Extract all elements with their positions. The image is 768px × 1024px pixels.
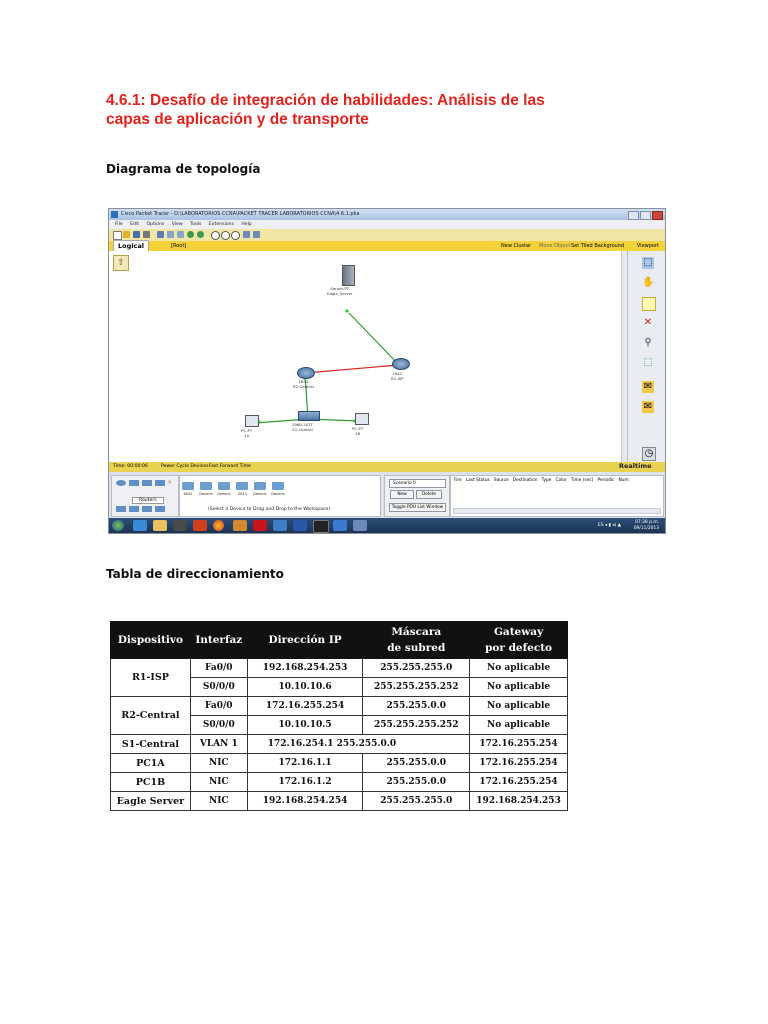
root-label: [Root] [171,243,187,249]
cell-gateway: 172.16.255.254 [470,754,568,773]
switch-category-icon[interactable] [129,480,139,486]
router-model-label: 1841 [183,492,193,496]
cell-mask: 255.255.255.252 [363,716,470,735]
activity-wizard-icon[interactable] [157,231,164,238]
zoom-reset-icon[interactable] [221,231,230,240]
multiuser-icon[interactable] [155,506,165,512]
delete-icon[interactable]: ✕ [643,317,653,328]
paint-icon[interactable] [333,520,347,531]
palette-icon[interactable] [243,231,250,238]
note-icon[interactable] [642,297,656,311]
pc1a-icon[interactable] [245,415,259,427]
menu-help[interactable]: Help [241,222,252,227]
cell-device: R1-ISP [111,659,191,697]
window-title: Cisco Packet Tracer - D:\LABORATORIOS CCNA\PACKET TRACER LABORATORIOS CCNA\4.6.1.pka [121,211,360,217]
pdu-col-time: Time (sec) [570,478,594,483]
cell-mask: 255.255.0.0 [363,697,470,716]
pc1a-label: PC-PT 1A [241,428,253,438]
cell-ip: 192.168.254.254 [247,792,363,811]
move-object-button[interactable]: Move Object [539,243,571,249]
power-cycle-button[interactable]: Power Cycle Devices [161,464,209,469]
router-model-icon[interactable] [254,482,266,490]
scenario-panel [384,475,450,517]
cell-interface: NIC [190,754,247,773]
cell-gateway: No aplicable [470,697,568,716]
cell-gateway: No aplicable [470,678,568,697]
pc1b-icon[interactable] [355,413,369,425]
open-folder-icon[interactable] [123,231,130,238]
packet-tracer-screenshot [108,208,666,534]
new-file-icon[interactable] [113,231,122,240]
pt-menubar [109,220,665,229]
table-row [111,754,568,773]
menu-edit[interactable]: Edit [130,222,140,227]
cell-device: PC1B [111,773,191,792]
router-model-label: 2811 [238,492,248,496]
close-icon[interactable] [652,211,663,220]
pdu-list [450,475,664,517]
viewport-button[interactable]: Viewport [636,243,659,249]
table-row [111,697,568,716]
cell-ip: 172.16.1.1 [247,754,363,773]
cell-gateway: 172.16.255.254 [470,773,568,792]
custom-made-icon[interactable] [142,506,152,512]
taskbar-clock[interactable] [634,520,659,531]
server-icon[interactable] [342,265,355,286]
status-time: Time: 00:00:06 [113,464,148,469]
windows-taskbar [109,518,665,533]
toggle-pdu-list-button[interactable]: Toggle PDU List Window [389,503,446,512]
undo-icon[interactable] [187,231,194,238]
router-model-label: Generic [271,492,285,496]
pdu-col-periodic: Periodic [597,478,615,483]
cell-gateway: No aplicable [470,659,568,678]
tiled-background-button[interactable]: Set Tiled Background [571,243,625,249]
device-category-label: Routers [132,497,164,504]
header-gateway [470,622,568,659]
print-icon[interactable] [143,231,150,238]
redo-icon[interactable] [197,231,204,238]
switch-label: 2960-24TT S1-Central [292,422,313,432]
table-heading: Tabla de direccionamiento [106,567,284,581]
cell-interface: VLAN 1 [190,735,247,754]
acrobat-icon[interactable] [253,520,267,531]
router-model-icon[interactable] [236,482,248,490]
device-category-panel [111,475,179,517]
header-mask-line2: de subred [387,642,446,654]
cell-gateway: 172.16.255.254 [470,735,568,754]
pt-common-tools [627,251,666,462]
device-model-list [179,475,381,517]
new-cluster-button[interactable]: New Cluster [501,243,532,249]
router-category-icon[interactable] [116,480,126,486]
scenario-select[interactable]: Scenario 0 [389,479,446,488]
header-ip: Dirección IP [247,622,363,659]
router-model-icon[interactable] [218,482,230,490]
wan-emulation-icon[interactable] [129,506,139,512]
add-simple-pdu-icon[interactable]: ✉ [643,381,653,392]
media-player-icon[interactable] [193,520,207,531]
header-gateway-line2: por defecto [485,642,553,654]
router-model-icon[interactable] [200,482,212,490]
pdu-col-fire: Fire [454,478,462,483]
cell-ip: 192.168.254.253 [247,659,363,678]
router-model-label: Generic [253,492,267,496]
cell-device: Eagle Server [111,792,191,811]
pdu-header-row [454,478,629,483]
router-model-label: Generic [217,492,231,496]
table-row [111,735,568,754]
new-scenario-button[interactable]: New [390,490,414,499]
menu-extensions[interactable]: Extensions [208,222,234,227]
menu-tools[interactable]: Tools [190,222,202,227]
cell-mask: 255.255.0.0 [363,773,470,792]
router-r2-icon[interactable] [297,367,315,379]
topology-heading: Diagrama de topología [106,162,261,176]
pt-bottom-panel [109,472,665,518]
minimize-icon[interactable] [628,211,639,220]
topology-links [109,251,627,462]
delete-scenario-button[interactable]: Delete [416,490,442,499]
back-arrow-icon[interactable]: ⇧ [113,255,129,271]
clock-time: 07:38 p.m. [635,520,659,525]
table-row [111,792,568,811]
menu-file[interactable]: File [115,222,123,227]
router-r2-label: 1841 R2-Central [293,379,314,389]
header-mask [363,622,470,659]
cell-ip: 10.10.10.5 [247,716,363,735]
header-device: Dispositivo [111,622,191,659]
pt-logical-bar [109,241,665,251]
menu-options[interactable]: Options [146,222,165,227]
save-icon[interactable] [133,231,140,238]
pdu-col-source: Source [493,478,509,483]
connections-category-icon[interactable]: ⚡ [167,478,173,487]
zoom-out-icon[interactable] [231,231,240,240]
cell-interface: S0/0/0 [190,716,247,735]
link-server-r1 [349,313,399,365]
table-header-row [111,622,568,659]
cmd-icon[interactable] [313,520,329,533]
server-label: Server-PT Eagle_Server [327,286,353,296]
link-r2-r1-serial [305,365,399,373]
pdu-col-color: Color [555,478,567,483]
cell-ip-mask-merged: 172.16.254.1 255.255.0.0 [247,735,469,754]
pdu-scrollbar[interactable] [453,508,661,514]
network-icon[interactable] [273,520,287,531]
realtime-label: Realtime [619,462,652,470]
pt-status-bar [109,462,665,472]
copy-icon[interactable] [167,231,174,238]
clock-date: 09/11/2013 [633,525,659,531]
header-gateway-line1: Gateway [493,626,544,638]
cell-ip: 10.10.10.6 [247,678,363,697]
cell-mask: 255.255.255.0 [363,659,470,678]
cell-ip: 172.16.1.2 [247,773,363,792]
cell-interface: NIC [190,773,247,792]
inspect-icon[interactable]: ⚲ [644,337,652,348]
cell-device: R2-Central [111,697,191,735]
hub-category-icon[interactable] [142,480,152,486]
move-layout-icon[interactable]: ✋ [642,277,655,288]
media-icon[interactable] [173,520,187,531]
menu-view[interactable]: View [171,222,183,227]
select-icon[interactable]: ⬚ [643,257,653,268]
pt-titlebar [109,209,665,220]
header-interface: Interfaz [190,622,247,659]
topology-canvas[interactable] [109,251,627,462]
ie-icon[interactable] [133,520,147,531]
cell-mask: 255.255.0.0 [363,754,470,773]
router-r1-label: 1841 R1-ISP [391,371,404,381]
system-tray[interactable]: ES ◂ ▮ ◂) ▲ [597,523,621,528]
cell-mask: 255.255.255.0 [363,792,470,811]
cell-device: S1-Central [111,735,191,754]
realtime-mode-icon[interactable]: ◷ [642,447,656,461]
switch-icon[interactable] [298,411,320,421]
cell-ip: 172.16.255.254 [247,697,363,716]
pdu-col-type: Type [541,478,552,483]
pdu-col-destination: Destination [512,478,538,483]
table-row [111,773,568,792]
custom-devices-icon[interactable] [253,231,260,238]
add-complex-pdu-icon[interactable]: ✉ [643,401,653,412]
cell-interface: Fa0/0 [190,659,247,678]
cell-gateway: 192.168.254.253 [470,792,568,811]
logical-tab[interactable]: Logical [113,240,149,251]
packet-tracer-task-icon[interactable] [353,520,367,531]
resize-shape-icon[interactable]: ⬚ [643,357,653,368]
header-mask-line1: Máscara [391,626,442,638]
zoom-in-icon[interactable] [211,231,220,240]
router-model-icon[interactable] [182,482,194,490]
pdu-col-num: Num [618,478,629,483]
drag-drop-note: (Select a Device to Drag and Drop to the Workspace) [208,507,331,512]
app-icon[interactable] [233,520,247,531]
wireless-category-icon[interactable] [155,480,165,486]
cell-mask: 255.255.255.252 [363,678,470,697]
explorer-icon[interactable] [153,520,167,531]
addressing-table [110,621,568,811]
document-title: 4.6.1: Desafío de integración de habilidades: Análisis de las capas de aplicación y de transporte [106,92,545,128]
chrome-icon[interactable] [213,520,224,531]
cell-interface: Fa0/0 [190,697,247,716]
word-icon[interactable] [293,520,307,531]
maximize-icon[interactable] [640,211,651,220]
cell-gateway: No aplicable [470,716,568,735]
start-button-icon[interactable] [112,520,124,531]
pdu-col-status: Last Status [465,478,490,483]
app-icon [111,211,118,218]
pc1b-label: PC-PT 1B [352,426,364,436]
cell-interface: NIC [190,792,247,811]
cell-interface: S0/0/0 [190,678,247,697]
end-devices-icon[interactable] [116,506,126,512]
paste-icon[interactable] [177,231,184,238]
router-model-label: Generic [199,492,213,496]
router-r1-icon[interactable] [392,358,410,370]
cell-device: PC1A [111,754,191,773]
router-model-icon[interactable] [272,482,284,490]
fast-forward-button[interactable]: Fast Forward Time [209,464,251,469]
table-row [111,659,568,678]
